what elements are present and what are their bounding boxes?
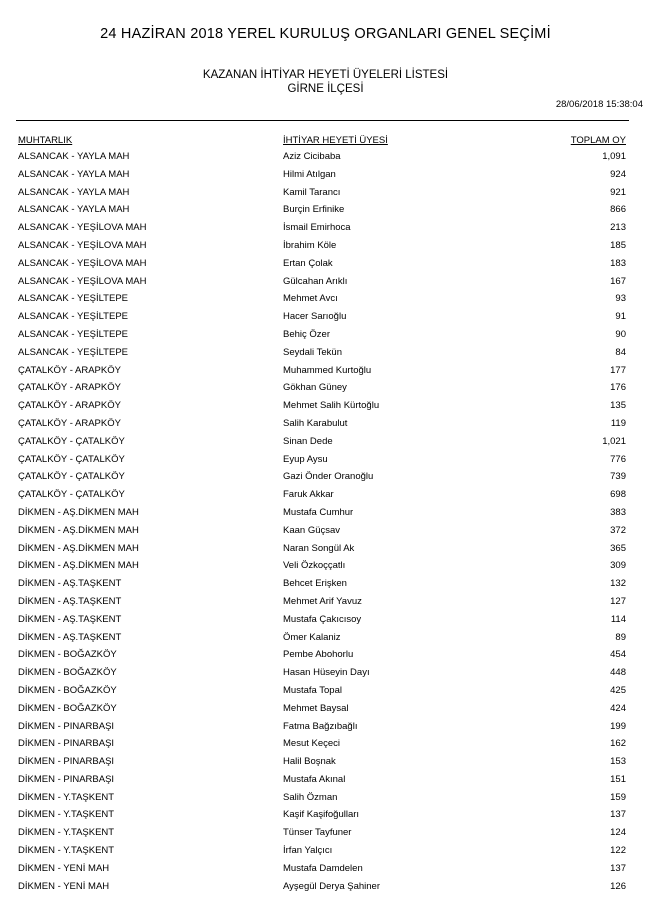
- vote-count-cell: 698: [610, 489, 626, 501]
- muhtarlik-cell: ÇATALKÖY - ÇATALKÖY: [18, 453, 125, 465]
- vote-count-cell: 124: [610, 827, 626, 839]
- member-name-cell: İbrahim Köle: [283, 239, 337, 251]
- table-row: [0, 735, 651, 753]
- table-row: [0, 433, 651, 451]
- member-name-cell: Burçin Erfinike: [283, 204, 345, 216]
- muhtarlik-cell: ÇATALKÖY - ÇATALKÖY: [18, 489, 125, 501]
- member-name-cell: Aziz Cicibaba: [283, 151, 341, 162]
- header-divider: [16, 120, 629, 121]
- member-name-cell: Faruk Akkar: [283, 489, 334, 501]
- vote-count-cell: 176: [610, 382, 626, 394]
- muhtarlik-cell: ÇATALKÖY - ARAPKÖY: [18, 364, 121, 376]
- muhtarlik-cell: DİKMEN - AŞ.DİKMEN MAH: [18, 542, 139, 554]
- table-row: [0, 362, 651, 380]
- table-row: [0, 860, 651, 878]
- muhtarlik-cell: DİKMEN - PINARBAŞI: [18, 720, 115, 732]
- report-timestamp: 28/06/2018 15:38:04: [555, 99, 643, 110]
- table-row: [0, 824, 651, 842]
- member-name-cell: Mustafa Topal: [283, 684, 342, 696]
- muhtarlik-cell: DİKMEN - YENİ MAH: [18, 880, 110, 892]
- member-name-cell: Kaşif Kaşifoğulları: [283, 809, 360, 821]
- table-row: [0, 700, 651, 718]
- member-name-cell: Pembe Abohorlu: [283, 649, 354, 661]
- table-row: [0, 344, 651, 362]
- table-row: [0, 379, 651, 397]
- member-name-cell: Mustafa Cumhur: [283, 506, 354, 518]
- vote-count-cell: 90: [615, 328, 626, 340]
- muhtarlik-cell: DİKMEN - PINARBAŞI: [18, 773, 115, 785]
- table-row: [0, 575, 651, 593]
- table-row: [0, 468, 651, 486]
- vote-count-cell: 213: [610, 222, 626, 234]
- table-row: [0, 237, 651, 255]
- member-name-cell: Hacer Sarıoğlu: [283, 311, 347, 323]
- member-name-cell: Gazi Önder Oranoğlu: [283, 471, 374, 483]
- muhtarlik-cell: ALSANCAK - YEŞİLTEPE: [18, 346, 128, 358]
- vote-count-cell: 924: [610, 168, 626, 180]
- vote-count-cell: 739: [610, 471, 626, 483]
- muhtarlik-cell: DİKMEN - AŞ.DİKMEN MAH: [18, 506, 139, 518]
- table-row: [0, 718, 651, 736]
- table-row: [0, 451, 651, 469]
- vote-count-cell: 91: [615, 311, 626, 323]
- vote-count-cell: 185: [610, 239, 626, 251]
- member-name-cell: Mesut Keçeci: [283, 738, 341, 750]
- table-row: [0, 682, 651, 700]
- table-row: [0, 753, 651, 771]
- table-row: [0, 255, 651, 273]
- vote-count-cell: 162: [610, 738, 626, 750]
- member-name-cell: Mustafa Çakıcısoy: [283, 613, 362, 625]
- table-row: [0, 611, 651, 629]
- vote-count-cell: 309: [610, 560, 626, 572]
- muhtarlik-cell: ALSANCAK - YAYLA MAH: [18, 186, 130, 198]
- vote-count-cell: 132: [610, 578, 626, 590]
- vote-count-cell: 372: [610, 524, 626, 536]
- table-row: [0, 522, 651, 540]
- member-name-cell: Eyup Aysu: [283, 453, 328, 465]
- vote-count-cell: 114: [610, 613, 626, 625]
- vote-count-cell: 93: [615, 293, 626, 305]
- vote-count-cell: 122: [610, 845, 626, 857]
- vote-count-cell: 137: [610, 809, 626, 821]
- muhtarlik-cell: DİKMEN - BOĞAZKÖY: [18, 649, 117, 661]
- muhtarlik-cell: DİKMEN - Y.TAŞKENT: [18, 827, 115, 839]
- member-name-cell: Hilmi Atılgan: [283, 168, 336, 180]
- column-header-total-votes: TOPLAM OY: [570, 135, 626, 146]
- member-name-cell: Mustafa Akınal: [283, 773, 346, 785]
- muhtarlik-cell: DİKMEN - BOĞAZKÖY: [18, 684, 117, 696]
- member-name-cell: Mehmet Baysal: [283, 702, 349, 714]
- vote-count-cell: 183: [610, 257, 626, 269]
- muhtarlik-cell: ALSANCAK - YEŞİLOVA MAH: [18, 239, 147, 251]
- member-name-cell: Kamil Tarancı: [283, 186, 341, 198]
- muhtarlik-cell: ALSANCAK - YEŞİLTEPE: [18, 328, 128, 340]
- vote-count-cell: 126: [610, 880, 626, 892]
- results-table: [0, 148, 651, 895]
- member-name-cell: Hasan Hüseyin Dayı: [283, 667, 370, 679]
- vote-count-cell: 177: [610, 364, 626, 376]
- member-name-cell: Gökhan Güney: [283, 382, 347, 394]
- muhtarlik-cell: ALSANCAK - YEŞİLTEPE: [18, 311, 128, 323]
- muhtarlik-cell: ALSANCAK - YEŞİLOVA MAH: [18, 257, 147, 269]
- vote-count-cell: 153: [610, 756, 626, 768]
- muhtarlik-cell: ALSANCAK - YEŞİLOVA MAH: [18, 275, 147, 287]
- muhtarlik-cell: DİKMEN - AŞ.DİKMEN MAH: [18, 560, 139, 572]
- vote-count-cell: 127: [610, 595, 626, 607]
- muhtarlik-cell: DİKMEN - Y.TAŞKENT: [18, 791, 115, 803]
- muhtarlik-cell: DİKMEN - AŞ.DİKMEN MAH: [18, 524, 139, 536]
- vote-count-cell: 151: [610, 773, 626, 785]
- member-name-cell: Fatma Bağzıbağlı: [283, 720, 358, 732]
- muhtarlik-cell: DİKMEN - BOĞAZKÖY: [18, 667, 117, 679]
- muhtarlik-cell: DİKMEN - Y.TAŞKENT: [18, 845, 115, 857]
- member-name-cell: Salih Özman: [283, 791, 338, 803]
- muhtarlik-cell: DİKMEN - AŞ.TAŞKENT: [18, 631, 122, 643]
- muhtarlik-cell: DİKMEN - PINARBAŞI: [18, 738, 115, 750]
- vote-count-cell: 365: [610, 542, 626, 554]
- vote-count-cell: 1,091: [602, 151, 626, 162]
- muhtarlik-cell: ALSANCAK - YEŞİLOVA MAH: [18, 222, 147, 234]
- table-row: [0, 219, 651, 237]
- table-row: [0, 540, 651, 558]
- vote-count-cell: 921: [610, 186, 626, 198]
- muhtarlik-cell: ALSANCAK - YAYLA MAH: [18, 204, 130, 216]
- member-name-cell: Behcet Erişken: [283, 578, 347, 590]
- table-row: [0, 842, 651, 860]
- table-row: [0, 806, 651, 824]
- vote-count-cell: 84: [615, 346, 626, 358]
- muhtarlik-cell: ALSANCAK - YEŞİLTEPE: [18, 293, 128, 305]
- table-row: [0, 664, 651, 682]
- column-header-member: İHTİYAR HEYETİ ÜYESİ: [283, 135, 388, 146]
- member-name-cell: Seydali Tekün: [283, 346, 342, 358]
- vote-count-cell: 199: [610, 720, 626, 732]
- muhtarlik-cell: DİKMEN - AŞ.TAŞKENT: [18, 613, 122, 625]
- table-row: [0, 166, 651, 184]
- table-row: [0, 593, 651, 611]
- member-name-cell: İsmail Emirhoca: [283, 222, 351, 234]
- member-name-cell: Mustafa Damdelen: [283, 862, 363, 874]
- report-subtitle: KAZANAN İHTİYAR HEYETİ ÜYELERİ LİSTESİ: [202, 69, 449, 81]
- member-name-cell: Mehmet Avcı: [283, 293, 338, 305]
- vote-count-cell: 119: [610, 417, 626, 429]
- table-header: [0, 135, 651, 148]
- table-row: [0, 308, 651, 326]
- muhtarlik-cell: ÇATALKÖY - ÇATALKÖY: [18, 471, 125, 483]
- vote-count-cell: 448: [610, 667, 626, 679]
- vote-count-cell: 383: [610, 506, 626, 518]
- muhtarlik-cell: ÇATALKÖY - ARAPKÖY: [18, 417, 121, 429]
- vote-count-cell: 1,021: [602, 435, 626, 447]
- member-name-cell: Muhammed Kurtoğlu: [283, 364, 372, 376]
- muhtarlik-cell: ALSANCAK - YAYLA MAH: [18, 168, 130, 180]
- member-name-cell: Salih Karabulut: [283, 417, 348, 429]
- table-row: [0, 878, 651, 896]
- member-name-cell: Sinan Dede: [283, 435, 333, 447]
- member-name-cell: Veli Özkoççatlı: [283, 560, 346, 572]
- table-row: [0, 415, 651, 433]
- district-name: GİRNE İLÇESİ: [287, 83, 364, 95]
- table-row: [0, 646, 651, 664]
- vote-count-cell: 137: [610, 862, 626, 874]
- member-name-cell: Mehmet Arif Yavuz: [283, 595, 362, 607]
- muhtarlik-cell: ALSANCAK - YAYLA MAH: [18, 151, 130, 162]
- muhtarlik-cell: DİKMEN - PINARBAŞI: [18, 756, 115, 768]
- muhtarlik-cell: DİKMEN - AŞ.TAŞKENT: [18, 595, 122, 607]
- table-row: [0, 504, 651, 522]
- member-name-cell: Kaan Güçsav: [283, 524, 341, 536]
- member-name-cell: Ayşegül Derya Şahiner: [283, 880, 380, 892]
- muhtarlik-cell: ÇATALKÖY - ARAPKÖY: [18, 400, 121, 412]
- table-row: [0, 629, 651, 647]
- member-name-cell: Gülcahan Arıklı: [283, 275, 348, 287]
- table-row: [0, 273, 651, 291]
- vote-count-cell: 89: [615, 631, 626, 643]
- member-name-cell: Naran Songül Ak: [283, 542, 355, 554]
- table-row: [0, 771, 651, 789]
- muhtarlik-cell: DİKMEN - BOĞAZKÖY: [18, 702, 117, 714]
- vote-count-cell: 425: [610, 684, 626, 696]
- member-name-cell: Halil Boşnak: [283, 756, 336, 768]
- table-row: [0, 184, 651, 202]
- muhtarlik-cell: DİKMEN - Y.TAŞKENT: [18, 809, 115, 821]
- member-name-cell: Behiç Özer: [283, 328, 330, 340]
- member-name-cell: Tünser Tayfuner: [283, 827, 352, 839]
- vote-count-cell: 159: [610, 791, 626, 803]
- member-name-cell: Mehmet Salih Kürtoğlu: [283, 400, 380, 412]
- member-name-cell: İrfan Yalçıcı: [283, 845, 333, 857]
- table-row: [0, 397, 651, 415]
- vote-count-cell: 424: [610, 702, 626, 714]
- vote-count-cell: 167: [610, 275, 626, 287]
- table-row: [0, 557, 651, 575]
- muhtarlik-cell: DİKMEN - AŞ.TAŞKENT: [18, 578, 122, 590]
- vote-count-cell: 866: [610, 204, 626, 216]
- vote-count-cell: 776: [610, 453, 626, 465]
- column-header-muhtarlik: MUHTARLIK: [18, 135, 73, 146]
- muhtarlik-cell: ÇATALKÖY - ARAPKÖY: [18, 382, 121, 394]
- table-row: [0, 326, 651, 344]
- muhtarlik-cell: DİKMEN - YENİ MAH: [18, 862, 110, 874]
- table-row: [0, 201, 651, 219]
- table-row: [0, 148, 651, 166]
- page-title: 24 HAZİRAN 2018 YEREL KURULUŞ ORGANLARI GENEL SEÇİMİ: [100, 26, 551, 42]
- vote-count-cell: 454: [610, 649, 626, 661]
- vote-count-cell: 135: [610, 400, 626, 412]
- muhtarlik-cell: ÇATALKÖY - ÇATALKÖY: [18, 435, 125, 447]
- table-row: [0, 789, 651, 807]
- table-row: [0, 486, 651, 504]
- member-name-cell: Ömer Kalaniz: [283, 631, 341, 643]
- table-row: [0, 290, 651, 308]
- member-name-cell: Ertan Çolak: [283, 257, 333, 269]
